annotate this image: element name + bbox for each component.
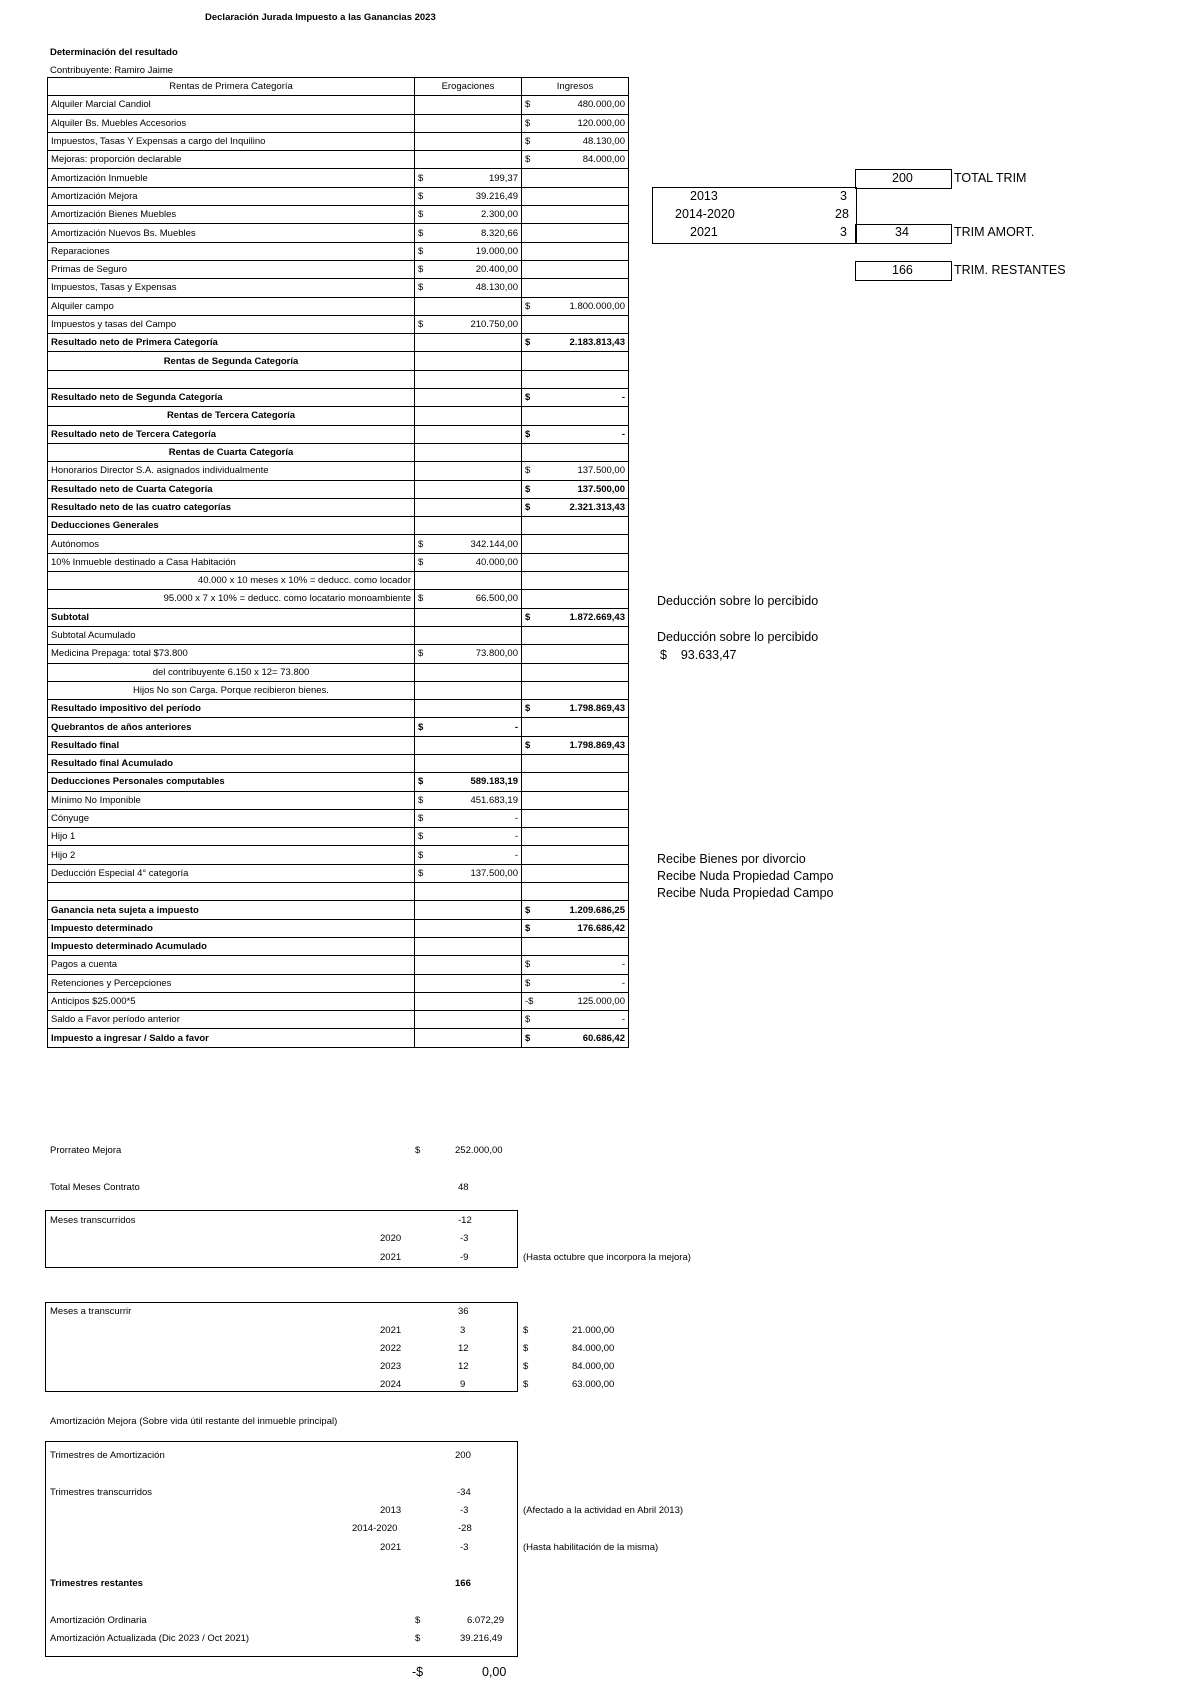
header-concept: Rentas de Primera Categoría (48, 78, 415, 96)
table-row: Primas de Seguro $ 20.400,00 (48, 260, 629, 278)
table-row: Resultado impositivo del período $ 1.798.869,43 (48, 700, 629, 718)
year-2014-2020-value: 28 (835, 207, 849, 221)
total-meses-label: Total Meses Contrato (50, 1182, 140, 1193)
table-row: Medicina Prepaga: total $73.800 $ 73.800,00 (48, 645, 629, 663)
table-row: Ganancia neta sujeta a impuesto $ 1.209.686,25 (48, 901, 629, 919)
transcurridos-label: Meses transcurridos (50, 1215, 136, 1226)
year-2014-2020: 2014-2020 (675, 207, 735, 221)
trim-restantes-value: 166 (455, 1578, 471, 1589)
table-row: Impuestos, Tasas y Expensas $ 48.130,00 (48, 279, 629, 297)
table-row: Cónyuge $ - (48, 809, 629, 827)
trim-amortizacion-label: Trimestres de Amortización (50, 1450, 165, 1461)
table-row: Hijo 1 $ - (48, 828, 629, 846)
table-row: Impuestos, Tasas Y Expensas a cargo del Inquilino $ 48.130,00 (48, 132, 629, 150)
trim-rest-label: TRIM. RESTANTES (954, 263, 1066, 277)
final-value: 0,00 (482, 1665, 507, 1679)
table-row: Resultado final $ 1.798.869,43 (48, 736, 629, 754)
table-row: Alquiler Bs. Muebles Accesorios $ 120.000,00 (48, 114, 629, 132)
taxpayer-name: Contribuyente: Ramiro Jaime (50, 65, 174, 76)
table-row: Impuestos y tasas del Campo $ 210.750,00 (48, 315, 629, 333)
page-title: Declaración Jurada Impuesto a las Ganancias 2023 (205, 12, 436, 23)
transcurridos-value: -12 (458, 1215, 472, 1226)
table-row: Honorarios Director S.A. asignados individualmente $ 137.500,00 (48, 462, 629, 480)
table-row: Rentas de Cuarta Categoría (48, 443, 629, 461)
trim-restantes-label: Trimestres restantes (50, 1578, 143, 1589)
table-row: Reparaciones $ 19.000,00 (48, 242, 629, 260)
table-row: del contribuyente 6.150 x 12= 73.800 (48, 663, 629, 681)
income-table (47, 77, 629, 1048)
prorrateo-label: Prorrateo Mejora (50, 1145, 122, 1156)
trim-amort-value: 34 (895, 225, 909, 239)
table-row: Deducciones Personales computables $ 589.183,19 (48, 773, 629, 791)
trim-transcurridos-label: Trimestres transcurridos (50, 1487, 153, 1498)
table-row: Rentas de Tercera Categoría (48, 407, 629, 425)
table-row: Pagos a cuenta $ - (48, 956, 629, 974)
table-row: Quebrantos de años anteriores $ - (48, 718, 629, 736)
total-meses-value: 48 (458, 1182, 469, 1193)
table-row: Amortización Mejora $ 39.216,49 (48, 187, 629, 205)
note-deduction-value: $ 93.633,47 (660, 648, 737, 662)
note-deduction-2: Deducción sobre lo percibido (657, 630, 819, 644)
table-row: Subtotal Acumulado (48, 626, 629, 644)
header-income: Ingresos (522, 78, 629, 96)
table-row: Resultado final Acumulado (48, 754, 629, 772)
amort-ordinaria-label: Amortización Ordinaria (50, 1615, 147, 1626)
trim-rest-value: 166 (892, 263, 913, 277)
table-row: Deducción Especial 4° categoría $ 137.500,00 (48, 864, 629, 882)
transcurridos-note: (Hasta octubre que incorpora la mejora) (523, 1252, 691, 1263)
table-row (48, 883, 629, 901)
year-2021-value: 3 (840, 225, 847, 239)
table-row: Impuesto determinado $ 176.686,42 (48, 919, 629, 937)
table-row: Rentas de Segunda Categoría (48, 352, 629, 370)
table-row: 95.000 x 7 x 10% = deducc. como locatario monoambiente $ 66.500,00 (48, 590, 629, 608)
table-row: Resultado neto de Cuarta Categoría $ 137.500,00 (48, 480, 629, 498)
table-row: Subtotal $ 1.872.669,43 (48, 608, 629, 626)
amort-actualizada-label: Amortización Actualizada (Dic 2023 / Oct 2021) (50, 1633, 250, 1644)
table-row: Alquiler Marcial Candiol $ 480.000,00 (48, 96, 629, 114)
final-currency: -$ (412, 1665, 424, 1679)
table-row: Deducciones Generales (48, 517, 629, 535)
table-row: Resultado neto de Primera Categoría $ 2.183.813,43 (48, 334, 629, 352)
a-transcurrir-value: 36 (458, 1306, 469, 1317)
prorrateo-value: 252.000,00 (455, 1145, 503, 1156)
table-row: Retenciones y Percepciones $ - (48, 974, 629, 992)
table-row: Hijos No son Carga. Porque recibieron bienes. (48, 681, 629, 699)
note-child-2: Recibe Nuda Propiedad Campo (657, 886, 834, 900)
amortizacion-mejora-title: Amortización Mejora (Sobre vida útil restante del inmueble principal) (50, 1416, 338, 1427)
table-row: Hijo 2 $ - (48, 846, 629, 864)
table-row: Mínimo No Imponible $ 451.683,19 (48, 791, 629, 809)
year-2013-value: 3 (840, 189, 847, 203)
trim-transcurridos-value: -34 (457, 1487, 471, 1498)
year-2021: 2021 (690, 225, 718, 239)
table-row: Alquiler campo $ 1.800.000,00 (48, 297, 629, 315)
note-deduction-1: Deducción sobre lo percibido (657, 594, 819, 608)
table-row: Resultado neto de Segunda Categoría $ - (48, 389, 629, 407)
table-row: Amortización Inmueble $ 199,37 (48, 169, 629, 187)
prorrateo-currency: $ (415, 1145, 421, 1156)
a-transcurrir-label: Meses a transcurrir (50, 1306, 132, 1317)
trim-amortizacion-value: 200 (455, 1450, 471, 1461)
table-row: Saldo a Favor período anterior $ - (48, 1011, 629, 1029)
table-row: 10% Inmueble destinado a Casa Habitación $ 40.000,00 (48, 553, 629, 571)
total-trim-value: 200 (892, 171, 913, 185)
header-expenses: Erogaciones (415, 78, 522, 96)
note-spouse: Recibe Bienes por divorcio (657, 852, 806, 866)
table-row: Impuesto a ingresar / Saldo a favor $ 60.686,42 (48, 1029, 629, 1047)
table-row: Amortización Nuevos Bs. Muebles $ 8.320,66 (48, 224, 629, 242)
amort-actualizada-value: 39.216,49 (460, 1633, 503, 1644)
table-row: Resultado neto de las cuatro categorías $ 2.321.313,43 (48, 498, 629, 516)
section-subtitle: Determinación del resultado (50, 47, 178, 58)
note-child-1: Recibe Nuda Propiedad Campo (657, 869, 834, 883)
total-trim-label: TOTAL TRIM (954, 171, 1027, 185)
table-row: Impuesto determinado Acumulado (48, 937, 629, 955)
table-row: Autónomos $ 342.144,00 (48, 535, 629, 553)
year-2013: 2013 (690, 189, 718, 203)
trim-amort-label: TRIM AMORT. (954, 225, 1035, 239)
amort-ordinaria-value: 6.072,29 (467, 1615, 504, 1626)
table-row: Mejoras: proporción declarable $ 84.000,00 (48, 151, 629, 169)
table-row: 40.000 x 10 meses x 10% = deducc. como locador (48, 572, 629, 590)
table-row (48, 370, 629, 388)
table-row: Anticipos $25.000*5 -$ 125.000,00 (48, 992, 629, 1010)
table-row: Resultado neto de Tercera Categoría $ - (48, 425, 629, 443)
table-row: Amortización Bienes Muebles $ 2.300,00 (48, 206, 629, 224)
